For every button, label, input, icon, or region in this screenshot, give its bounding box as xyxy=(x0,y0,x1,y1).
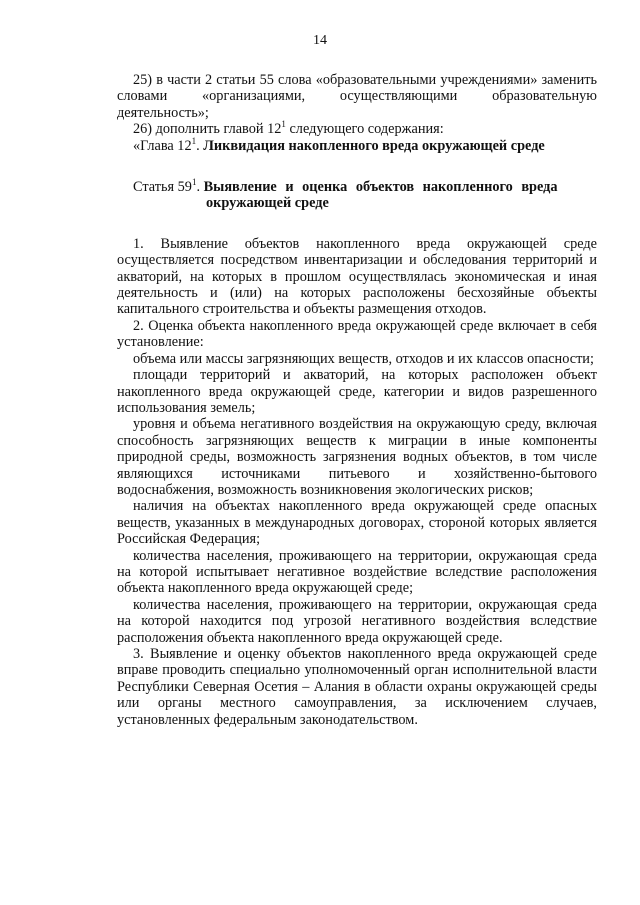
amendment-item-26 xyxy=(117,121,597,137)
chapter-label-suffix: . xyxy=(196,137,204,154)
amendment-item-26-prefix: 26) дополнить главой 12 xyxy=(133,121,282,138)
chapter-heading xyxy=(117,135,597,154)
list-item-population-affected: количества населения, проживающего на территории, окружающая среда на которой испытывает негативное воздействие вследствие расположения объекта накопленного вреда окружающей среде; xyxy=(117,547,597,597)
list-item-impact-level: уровня и объема негативного воздействия на окружающую среду, включая способность загрязняющих веществ к миграции в иные компоненты природной среды, возможность загрязнения водных объектов, в том числе являющихся источниками питьевого и хозяйственно-бытового водоснабжения, возможность возникновения экологических рисков; xyxy=(117,416,597,498)
article-heading-line1 xyxy=(117,179,597,195)
article-label-suffix: . xyxy=(196,179,204,196)
document-body xyxy=(117,72,597,728)
list-item-hazardous-substances: наличия на объектах накопленного вреда окружающей среде опасных веществ, указанных в международных договорах, стороной которых является Российская Федерация; xyxy=(117,498,597,548)
list-item-population-threatened: количества населения, проживающего на территории, окружающая среда на которой находится под угрозой негативного воздействия вследствие расположения объекта накопленного вреда окружающей среде. xyxy=(117,596,597,646)
article-paragraphs xyxy=(117,236,597,728)
chapter-label: «Глава 12 xyxy=(133,137,192,154)
chapter-superscript: 1 xyxy=(191,135,197,146)
paragraph-2: 2. Оценка объекта накопленного вреда окружающей среде включает в себя установление: xyxy=(117,317,597,351)
amendment-item-25: 25) в части 2 статьи 55 слова «образовательными учреждениями» заменить словами «организациями, осуществляющими образовательную деятельность»; xyxy=(117,72,597,121)
article-heading xyxy=(117,179,597,212)
article-superscript: 1 xyxy=(191,177,197,188)
page-number: 14 xyxy=(313,33,327,48)
list-item-volume: объема или массы загрязняющих веществ, отходов и их классов опасности; xyxy=(133,350,594,367)
list-item-area: площади территорий и акваторий, на которых расположен объект накопленного вреда окружающей среде, категории и видов разрешенного использования земель; xyxy=(117,367,597,416)
chapter-title: Ликвидация накопленного вреда окружающей среде xyxy=(203,137,545,154)
paragraph-1: 1. Выявление объектов накопленного вреда окружающей среде осуществляется посредством инвентаризации и обследования территорий и акваторий, на которых в прошлом осуществлялась экономическая и иная деятельность и (или) на которых расположены бесхозяйные объекты капитального строительства и объекты размещения отходов. xyxy=(117,235,597,318)
paragraph-3: 3. Выявление и оценку объектов накопленного вреда окружающей среде вправе проводить специально уполномоченный орган исполнительной власти Республики Северная Осетия – Алания в области охраны окружающей среды или органы местного самоуправления, за исключением случаев, установленных федеральным законодательством. xyxy=(117,646,597,728)
article-title-line1: Выявление и оценка объектов накопленного вреда xyxy=(203,179,558,196)
amendment-item-26-superscript: 1 xyxy=(281,119,286,130)
article-label: Статья 59 xyxy=(133,179,192,196)
article-title-line2: окружающей среде xyxy=(206,195,329,212)
amendment-item-26-suffix: следующего содержания: xyxy=(285,121,444,138)
